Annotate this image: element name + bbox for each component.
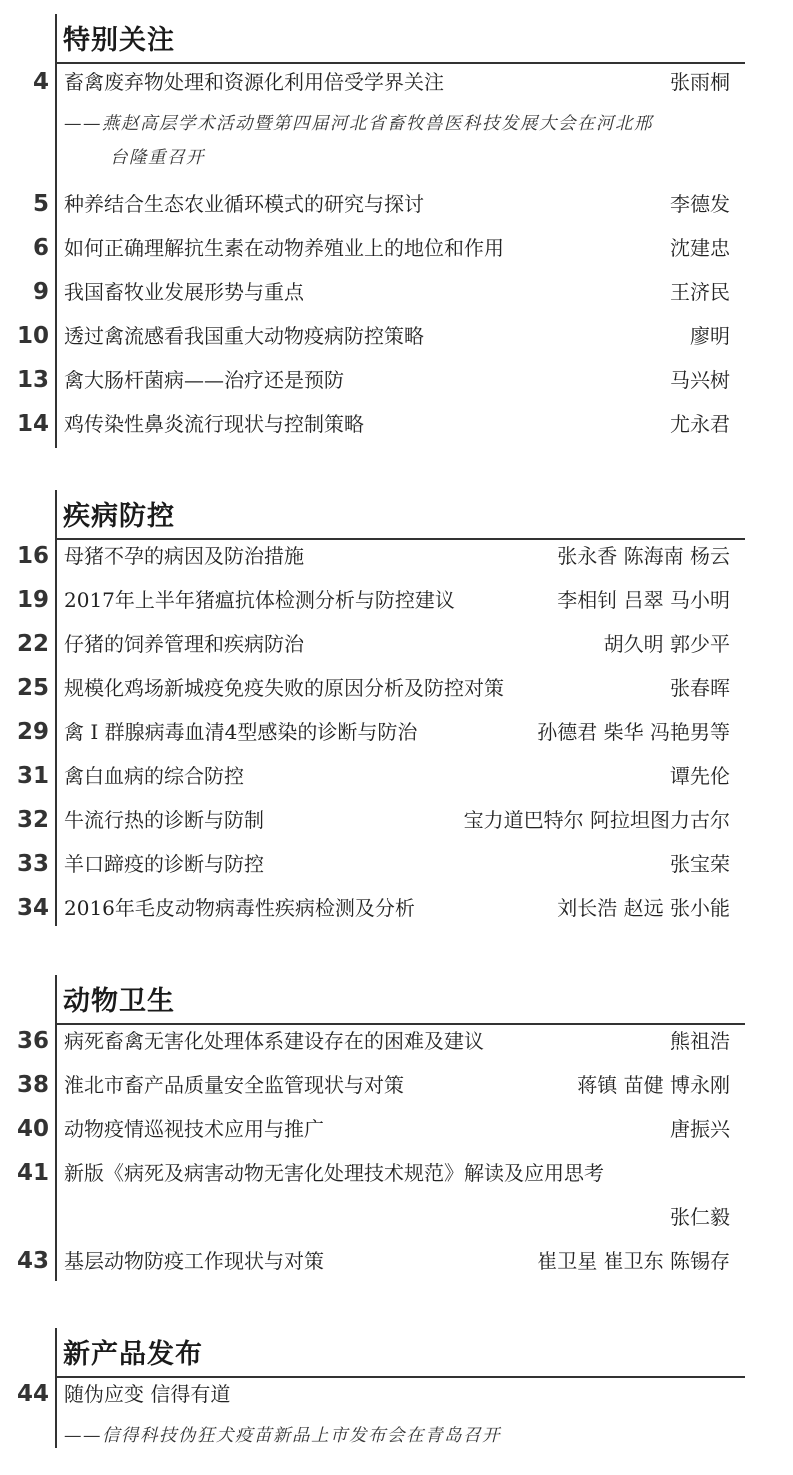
toc-entry[interactable] (0, 580, 793, 620)
article-title: 禽白血病的综合防控 (64, 764, 244, 788)
section-title: 特别关注 (63, 25, 175, 56)
article-author: 熊祖浩 (670, 1029, 730, 1053)
toc-entry-author-line (0, 1197, 793, 1237)
article-title: 基层动物防疫工作现状与对策 (64, 1249, 324, 1273)
page-number: 38 (16, 1072, 49, 1098)
article-author: 唐振兴 (670, 1117, 730, 1141)
article-author: 刘长浩 赵远 张小能 (557, 896, 730, 920)
page-number: 9 (32, 279, 49, 305)
toc-entry[interactable] (0, 316, 793, 356)
page-number: 32 (16, 807, 49, 833)
article-title: 仔猪的饲养管理和疾病防治 (64, 632, 304, 656)
article-title: 牛流行热的诊断与防制 (64, 808, 264, 832)
toc-entry[interactable] (0, 844, 793, 884)
toc-entry[interactable] (0, 536, 793, 576)
section-title: 疾病防控 (63, 501, 175, 532)
page-number: 10 (16, 323, 49, 349)
page-number: 31 (16, 763, 49, 789)
article-author: 王济民 (670, 280, 730, 304)
article-author: 张永香 陈海南 杨云 (557, 544, 730, 568)
toc-entry[interactable] (0, 712, 793, 752)
article-author: 李相钊 吕翠 马小明 (557, 588, 730, 612)
article-title: 淮北市畜产品质量安全监管现状与对策 (64, 1073, 404, 1097)
article-author: 张雨桐 (670, 70, 730, 94)
toc-entry[interactable] (0, 360, 793, 400)
article-title: 鸡传染性鼻炎流行现状与控制策略 (64, 412, 364, 436)
page-number: 36 (16, 1028, 49, 1054)
article-title: 母猪不孕的病因及防治措施 (64, 544, 304, 568)
article-author: 谭先伦 (670, 764, 730, 788)
article-author: 蒋镇 苗健 博永刚 (577, 1073, 730, 1097)
section-title: 动物卫生 (63, 986, 175, 1017)
toc-entry[interactable] (0, 800, 793, 840)
article-author: 廖明 (690, 324, 730, 348)
page-number: 19 (16, 587, 49, 613)
article-author: 李德发 (670, 192, 730, 216)
page-number: 14 (16, 411, 49, 437)
toc-entry[interactable] (0, 272, 793, 312)
article-author: 张宝荣 (670, 852, 730, 876)
toc-entry[interactable] (0, 404, 793, 444)
toc-entry[interactable] (0, 228, 793, 268)
page-number: 29 (16, 719, 49, 745)
section-disease-control (0, 490, 793, 930)
toc-entry[interactable] (0, 62, 793, 102)
article-title: 规模化鸡场新城疫免疫失败的原因分析及防控对策 (64, 676, 504, 700)
toc-entry[interactable] (0, 756, 793, 796)
toc-entry[interactable] (0, 1021, 793, 1061)
article-title: 2017年上半年猪瘟抗体检测分析与防控建议 (64, 588, 455, 612)
toc-entry[interactable] (0, 1374, 793, 1414)
page-number: 41 (16, 1160, 49, 1186)
page-number: 34 (16, 895, 49, 921)
article-title: 新版《病死及病害动物无害化处理技术规范》解读及应用思考 (64, 1161, 604, 1185)
article-title: 种养结合生态农业循环模式的研究与探讨 (64, 192, 424, 216)
article-title: 病死畜禽无害化处理体系建设存在的困难及建议 (64, 1029, 484, 1053)
article-title: 禽大肠杆菌病——治疗还是预防 (64, 368, 344, 392)
article-title: 动物疫情巡视技术应用与推广 (64, 1117, 324, 1141)
article-subtitle-cont: 台隆重召开 (110, 148, 205, 168)
article-author: 孙德君 柴华 冯艳男等 (537, 720, 730, 744)
toc-entry[interactable] (0, 1153, 793, 1193)
toc-entry[interactable] (0, 888, 793, 928)
article-author: 崔卫星 崔卫东 陈锡存 (537, 1249, 730, 1273)
article-title: 如何正确理解抗生素在动物养殖业上的地位和作用 (64, 236, 504, 260)
article-author: 沈建忠 (670, 236, 730, 260)
page-number: 13 (16, 367, 49, 393)
article-author: 张春晖 (670, 676, 730, 700)
page-number: 40 (16, 1116, 49, 1142)
page-number: 22 (16, 631, 49, 657)
page-number: 43 (16, 1248, 49, 1274)
page-number: 5 (32, 191, 49, 217)
page-number: 33 (16, 851, 49, 877)
article-author: 尤永君 (670, 412, 730, 436)
article-author: 马兴树 (670, 368, 730, 392)
article-title: 2016年毛皮动物病毒性疾病检测及分析 (64, 896, 415, 920)
section-special-focus (0, 14, 793, 464)
article-author: 宝力道巴特尔 阿拉坦图力古尔 (463, 808, 730, 832)
article-author: 胡久明 郭少平 (603, 632, 730, 656)
toc-entry[interactable] (0, 1109, 793, 1149)
article-title: 透过禽流感看我国重大动物疫病防控策略 (64, 324, 424, 348)
toc-entry[interactable] (0, 668, 793, 708)
page-number: 16 (16, 543, 49, 569)
toc-entry[interactable] (0, 1241, 793, 1281)
article-subtitle: ——燕赵高层学术活动暨第四届河北省畜牧兽医科技发展大会在河北邢 (64, 114, 653, 134)
section-new-product (0, 1328, 793, 1458)
article-title: 羊口蹄疫的诊断与防控 (64, 852, 264, 876)
article-author: 张仁毅 (670, 1205, 730, 1229)
toc-entry[interactable] (0, 184, 793, 224)
page-number: 6 (32, 235, 49, 261)
page-number: 4 (32, 69, 49, 95)
section-animal-health (0, 975, 793, 1285)
article-title: 随伪应变 信得有道 (64, 1382, 231, 1406)
article-title: 禽 I 群腺病毒血清4型感染的诊断与防治 (64, 720, 418, 744)
toc-entry[interactable] (0, 624, 793, 664)
page-number: 44 (16, 1381, 49, 1407)
toc-entry[interactable] (0, 1065, 793, 1105)
article-title: 畜禽废弃物处理和资源化利用倍受学界关注 (64, 70, 444, 94)
article-title: 我国畜牧业发展形势与重点 (64, 280, 304, 304)
section-title: 新产品发布 (63, 1339, 203, 1370)
article-subtitle: ——信得科技伪狂犬疫苗新品上市发布会在青岛召开 (64, 1426, 501, 1446)
page-number: 25 (16, 675, 49, 701)
